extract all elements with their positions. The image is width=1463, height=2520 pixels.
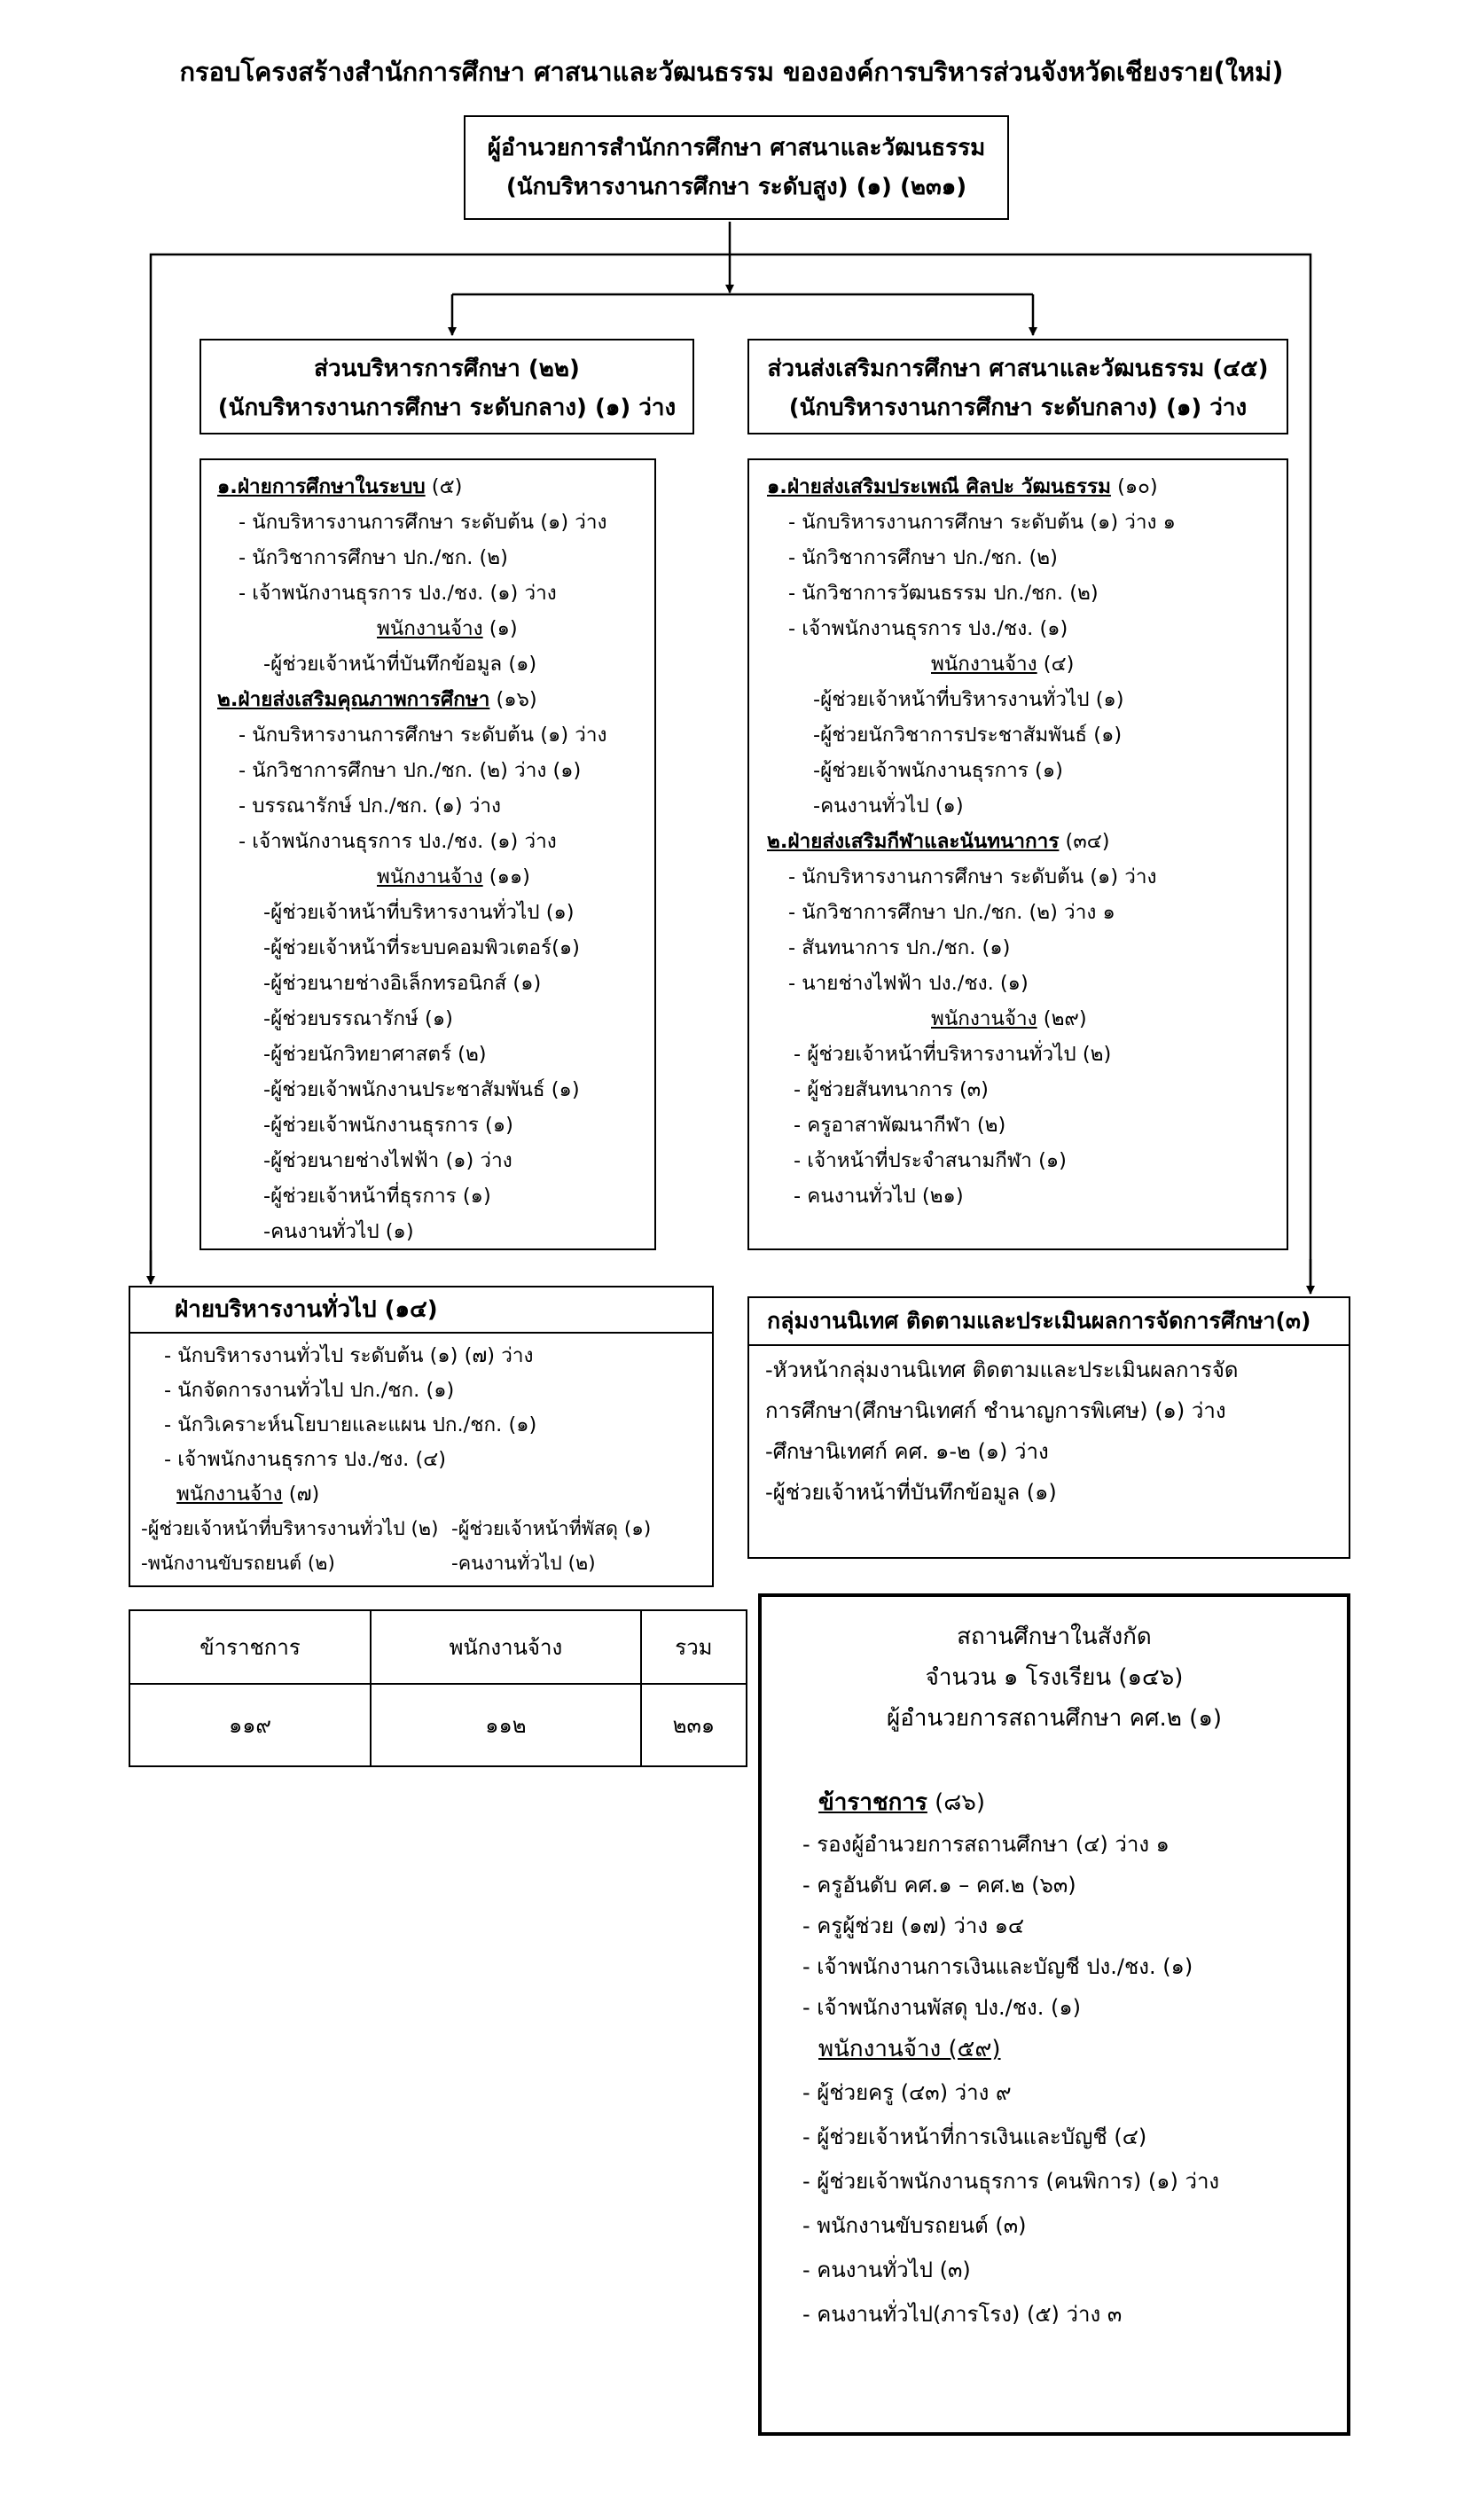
list-item: - นักวิชาการศึกษา ปก./ชก. (๒) ว่าง (๑) [239, 759, 582, 782]
list-item: - นักวิชาการศึกษา ปก./ชก. (๒) ว่าง ๑ [788, 901, 1115, 924]
promo-unit2-count: (๓๔) [1059, 830, 1110, 853]
staff-count: (๒๙) [1037, 1007, 1087, 1030]
civil-count: (๘๖) [927, 1789, 986, 1816]
schools-count: จำนวน ๑ โรงเรียน (๑๔๖) [925, 1664, 1184, 1691]
summary-table [129, 1609, 747, 1767]
list-item: -ผู้ช่วยนายช่างไฟฟ้า (๑) ว่าง [263, 1149, 512, 1172]
list-item: - พนักงานขับรถยนต์ (๓) [802, 2213, 1027, 2238]
general-admin-box [129, 1286, 714, 1587]
supervision-title: กลุ่มงานนิเทศ ติดตามและประเมินผลการจัดการศึกษา(๓) [749, 1298, 1349, 1346]
admin-unit2-staff-heading [217, 859, 654, 895]
schools-director: ผู้อำนวยการสถานศึกษา คศ.๒ (๑) [887, 1705, 1222, 1732]
table-cell-civil: ๑๑๙ [129, 1684, 371, 1766]
schools-staff-heading: พนักงานจ้าง (๕๙) [818, 2036, 1001, 2062]
general-admin-staff-row [130, 1546, 712, 1581]
promo-unit2-heading [767, 824, 1287, 859]
list-item: - คนงานทั่วไป (๒๑) [794, 1185, 964, 1208]
list-item: - นักบริหารงานการศึกษา ระดับต้น (๑) ว่าง ๑ [788, 511, 1176, 534]
list-item: - คนงานทั่วไป(ภารโรง) (๕) ว่าง ๓ [802, 2302, 1123, 2327]
table-cell-staff: ๑๑๒ [371, 1684, 641, 1766]
list-item: - เจ้าพนักงานธุรการ ปง./ชง. (๔) [164, 1448, 447, 1471]
list-item: -พนักงานขับรถยนต์ (๒) [141, 1553, 335, 1575]
list-item: -ผู้ช่วยเจ้าพนักงานธุรการ (๑) [263, 1114, 513, 1137]
schools-title: สถานศึกษาในสังกัด [957, 1624, 1152, 1650]
list-item: - เจ้าพนักงานธุรการ ปง./ชง. (๑) ว่าง [239, 582, 557, 605]
list-item: - นักบริหารงานทั่วไป ระดับต้น (๑) (๗) ว่าง [164, 1344, 534, 1367]
list-item: - ผู้ช่วยเจ้าหน้าที่บริหารงานทั่วไป (๒) [794, 1043, 1112, 1066]
admin-unit1-title: ๑.ฝ่ายการศึกษาในระบบ [217, 475, 426, 498]
general-admin-staff-heading [130, 1477, 712, 1512]
admin-unit2-heading [217, 682, 654, 717]
director-title: ผู้อำนวยการสำนักการศึกษา ศาสนาและวัฒนธรรม [487, 135, 986, 161]
supervision-box [747, 1296, 1350, 1559]
table-cell-total: ๒๓๑ [641, 1684, 747, 1766]
table-header-staff: พนักงานจ้าง [371, 1610, 641, 1684]
admin-division-title: ส่วนบริหารการศึกษา (๒๒) [314, 356, 580, 382]
staff-count: (๑๑) [482, 865, 530, 888]
list-item: -ผู้ช่วยเจ้าหน้าที่ธุรการ (๑) [263, 1185, 491, 1208]
list-item: - นายช่างไฟฟ้า ปง./ชง. (๑) [788, 972, 1029, 995]
promo-division-box [747, 339, 1288, 434]
staff-title: พนักงานจ้าง [931, 653, 1037, 676]
general-admin-title: ฝ่ายบริหารงานทั่วไป (๑๔) [130, 1287, 712, 1334]
admin-division-box [200, 339, 694, 434]
list-item: - ผู้ช่วยสันทนาการ (๓) [794, 1078, 989, 1101]
list-item: - ผู้ช่วยเจ้าหน้าที่การเงินและบัญชี (๔) [802, 2125, 1147, 2149]
schools-civil-heading [802, 1781, 1347, 1824]
list-item: - รองผู้อำนวยการสถานศึกษา (๔) ว่าง ๑ [802, 1832, 1170, 1857]
staff-title: พนักงานจ้าง [377, 617, 483, 640]
admin-units-box [200, 458, 656, 1250]
list-item: -คนงานทั่วไป (๑) [263, 1220, 414, 1243]
list-item: - คนงานทั่วไป (๓) [802, 2258, 971, 2282]
list-item: - นักวิชาการวัฒนธรรม ปก./ชก. (๒) [788, 582, 1099, 605]
staff-count: (๔) [1037, 653, 1075, 676]
table-header-civil: ข้าราชการ [129, 1610, 371, 1684]
staff-title: พนักงานจ้าง [377, 865, 483, 888]
director-position: (นักบริหารงานการศึกษา ระดับสูง) (๑) (๒๓๑) [505, 174, 967, 200]
list-item: - เจ้าพนักงานธุรการ ปง./ชง. (๑) ว่าง [239, 830, 557, 853]
promo-unit1-heading [767, 469, 1287, 505]
staff-count: (๑) [482, 617, 518, 640]
list-item: - นักวิชาการศึกษา ปก./ชก. (๒) [788, 546, 1058, 569]
promo-unit2-staff-heading [767, 1001, 1287, 1037]
admin-unit1-staff-heading [217, 611, 654, 646]
promo-units-box [747, 458, 1288, 1250]
list-item: - บรรณารักษ์ ปก./ชก. (๑) ว่าง [239, 794, 502, 818]
general-admin-staff-row [130, 1512, 712, 1546]
list-item: - สันทนาการ ปก./ชก. (๑) [788, 936, 1011, 959]
list-item: -ผู้ช่วยเจ้าหน้าที่บันทึกข้อมูล (๑) [765, 1480, 1057, 1505]
list-item: -ผู้ช่วยเจ้าหน้าที่บันทึกข้อมูล (๑) [263, 653, 537, 676]
list-item: -ผู้ช่วยเจ้าหน้าที่พัสดุ (๑) [451, 1518, 652, 1540]
admin-unit1-count: (๕) [425, 475, 463, 498]
list-item: - นักวิชาการศึกษา ปก./ชก. (๒) [239, 546, 508, 569]
list-item: - เจ้าพนักงานธุรการ ปง./ชง. (๑) [788, 617, 1068, 640]
list-item: - นักวิเคราะห์นโยบายและแผน ปก./ชก. (๑) [164, 1413, 537, 1436]
list-item: - เจ้าพนักงานการเงินและบัญชี ปง./ชง. (๑) [802, 1954, 1193, 1979]
list-item: -ศึกษานิเทศก์ คศ. ๑-๒ (๑) ว่าง [765, 1439, 1049, 1464]
list-item: - ครูผู้ช่วย (๑๗) ว่าง ๑๔ [802, 1913, 1025, 1938]
list-item: -ผู้ช่วยเจ้าหน้าที่บริหารงานทั่วไป (๑) [813, 688, 1124, 711]
table-header-total: รวม [641, 1610, 747, 1684]
list-item: -ผู้ช่วยเจ้าหน้าที่ระบบคอมพิวเตอร์(๑) [263, 936, 580, 959]
promo-unit1-title: ๑.ฝ่ายส่งเสริมประเพณี ศิลปะ วัฒนธรรม [767, 475, 1111, 498]
list-item: - นักบริหารงานการศึกษา ระดับต้น (๑) ว่าง [239, 724, 607, 747]
list-item: -ผู้ช่วยเจ้าหน้าที่บริหารงานทั่วไป (๑) [263, 901, 575, 924]
staff-title: พนักงานจ้าง [176, 1483, 283, 1506]
list-item: -ผู้ช่วยบรรณารักษ์ (๑) [263, 1007, 453, 1030]
admin-unit1-heading [217, 469, 654, 505]
list-item: การศึกษา(ศึกษานิเทศก์ ชำนาญการพิเศษ) (๑) ว่าง [765, 1398, 1226, 1423]
list-item: - ผู้ช่วยครู (๔๓) ว่าง ๙ [802, 2080, 1012, 2105]
list-item: -ผู้ช่วยเจ้าพนักงานธุรการ (๑) [813, 759, 1063, 782]
list-item: - เจ้าหน้าที่ประจำสนามกีฬา (๑) [794, 1149, 1067, 1172]
list-item: -ผู้ช่วยนายช่างอิเล็กทรอนิกส์ (๑) [263, 972, 542, 995]
list-item: - ครูอาสาพัฒนากีฬา (๒) [794, 1114, 1006, 1137]
list-item: -คนงานทั่วไป (๑) [813, 794, 964, 818]
director-box [464, 115, 1009, 220]
list-item: - นักบริหารงานการศึกษา ระดับต้น (๑) ว่าง [239, 511, 607, 534]
schools-box [758, 1593, 1350, 2436]
admin-unit2-title: ๒.ฝ่ายส่งเสริมคุณภาพการศึกษา [217, 688, 490, 711]
list-item: -ผู้ช่วยนักวิชาการประชาสัมพันธ์ (๑) [813, 724, 1123, 747]
list-item: - นักบริหารงานการศึกษา ระดับต้น (๑) ว่าง [788, 865, 1157, 888]
list-item: - เจ้าพนักงานพัสดุ ปง./ชง. (๑) [802, 1995, 1081, 2020]
promo-unit1-staff-heading [767, 646, 1287, 682]
list-item: -หัวหน้ากลุ่มงานนิเทศ ติดตามและประเมินผลการจัด [765, 1358, 1239, 1382]
civil-title: ข้าราชการ [818, 1789, 927, 1816]
staff-count: (๗) [282, 1483, 320, 1506]
list-item: - ครูอันดับ คศ.๑ – คศ.๒ (๖๓) [802, 1873, 1076, 1898]
promo-division-title: ส่วนส่งเสริมการศึกษา ศาสนาและวัฒนธรรม (๔๕) [767, 356, 1269, 382]
list-item: -คนงานทั่วไป (๒) [451, 1553, 596, 1575]
admin-division-position: (นักบริหารงานการศึกษา ระดับกลาง) (๑) ว่าง [217, 395, 677, 421]
staff-title: พนักงานจ้าง [931, 1007, 1037, 1030]
list-item: - ผู้ช่วยเจ้าพนักงานธุรการ (คนพิการ) (๑) ว่าง [802, 2169, 1220, 2194]
promo-unit1-count: (๑๐) [1110, 475, 1158, 498]
list-item: - นักจัดการงานทั่วไป ปก./ชก. (๑) [164, 1379, 455, 1402]
list-item: -ผู้ช่วยนักวิทยาศาสตร์ (๒) [263, 1043, 487, 1066]
page-title: กรอบโครงสร้างสำนักการศึกษา ศาสนาและวัฒนธรรม ขององค์การบริหารส่วนจังหวัดเชียงราย(ใหม่) [179, 57, 1284, 87]
list-item: -ผู้ช่วยเจ้าพนักงานประชาสัมพันธ์ (๑) [263, 1078, 580, 1101]
admin-unit2-count: (๑๖) [489, 688, 537, 711]
list-item: -ผู้ช่วยเจ้าหน้าที่บริหารงานทั่วไป (๒) [141, 1518, 439, 1540]
promo-division-position: (นักบริหารงานการศึกษา ระดับกลาง) (๑) ว่าง [788, 395, 1248, 421]
promo-unit2-title: ๒.ฝ่ายส่งเสริมกีฬาและนันทนาการ [767, 830, 1060, 853]
